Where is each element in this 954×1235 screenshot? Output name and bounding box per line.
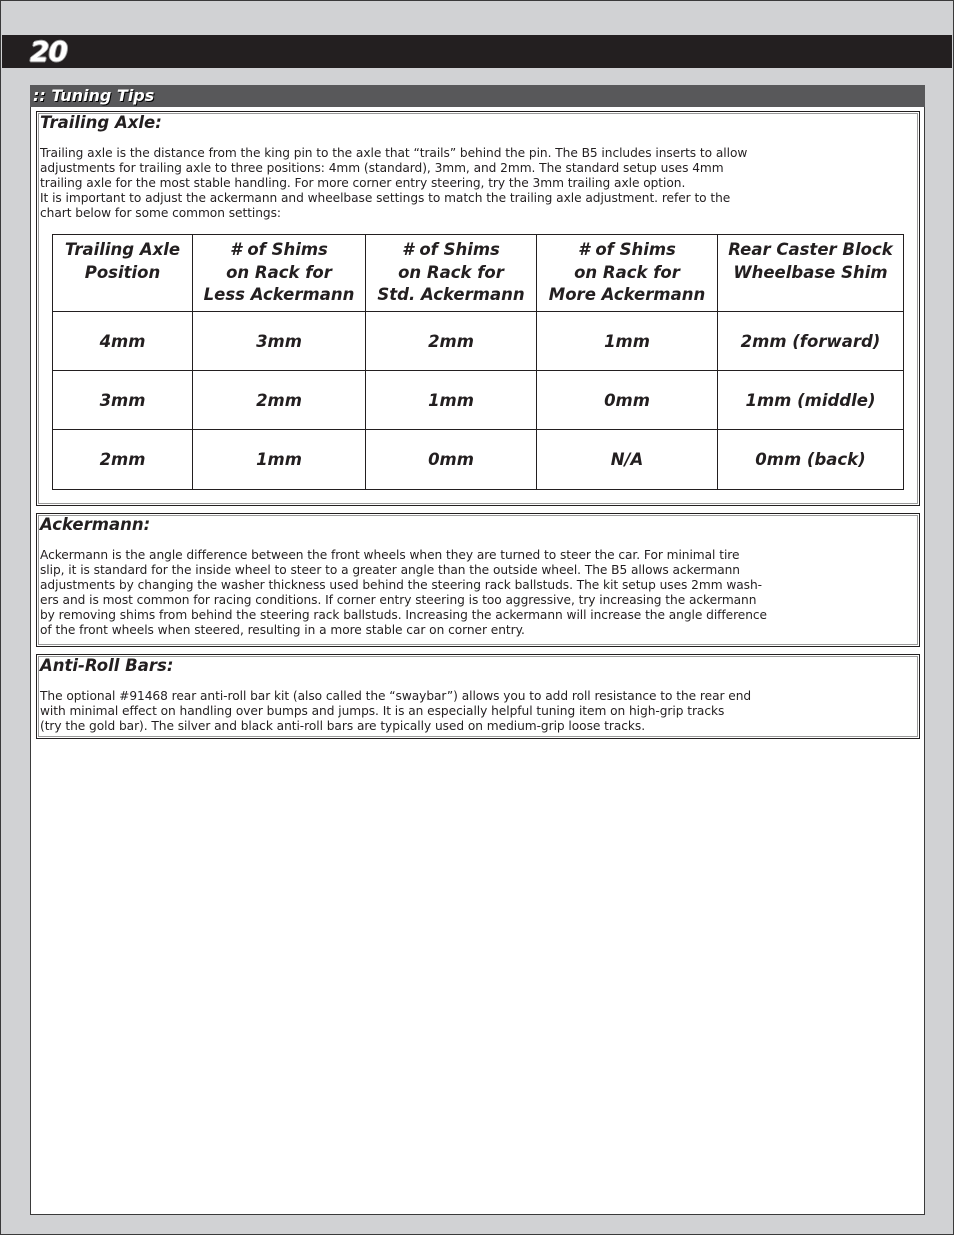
section-title: :: Tuning Tips xyxy=(33,86,155,105)
header-bar xyxy=(2,35,952,68)
text-line: slip, it is standard for the inside wheel to steer to a greater angle than the outside wheel. The B5 allows ackermann xyxy=(40,563,740,577)
table-cell: 3mm xyxy=(193,312,366,371)
table-cell: 1mm xyxy=(366,371,537,430)
header-line: Std. Ackermann xyxy=(377,285,525,304)
header-line: Trailing Axle xyxy=(64,240,181,259)
table-header-row xyxy=(53,235,904,312)
table-cell: 3mm xyxy=(53,371,193,430)
table-cell: 2mm xyxy=(366,312,537,371)
text-line: Ackermann is the angle difference between the front wheels when they are turned to steer the car. For minimal tire xyxy=(40,548,740,562)
text-line: ers and is most common for racing conditions. If corner entry steering is too aggressive, try increasing the ackermann xyxy=(40,593,757,607)
text-line: with minimal effect on handling over bumps and jumps. It is an especially helpful tuning item on high-grip tracks xyxy=(40,704,725,718)
text-line: chart below for some common settings: xyxy=(40,206,281,220)
header-line: Rear Caster Block xyxy=(728,240,893,259)
header-trailing-axle-position xyxy=(53,235,193,312)
table-cell: 0mm xyxy=(537,371,718,430)
trailing-axle-section xyxy=(36,111,920,506)
header-line: # of Shims xyxy=(402,240,500,259)
header-less-ackermann xyxy=(193,235,366,312)
text-line: adjustments by changing the washer thickness used behind the steering rack ballstuds. The kit setup uses 2mm wash- xyxy=(40,578,762,592)
table-cell: 0mm xyxy=(366,430,537,490)
header-line: Wheelbase Shim xyxy=(733,262,888,282)
text-line: of the front wheels when steered, resulting in a more stable car on corner entry. xyxy=(40,623,525,637)
text-line: The optional #91468 rear anti-roll bar kit (also called the “swaybar”) allows you to add roll resistance to the rear end xyxy=(40,689,752,703)
trailing-axle-text xyxy=(40,146,916,221)
text-line: by removing shims from behind the steering rack ballstuds. Increasing the ackermann will increase the angle difference xyxy=(40,608,767,622)
header-line: Less Ackermann xyxy=(203,285,355,304)
header-line: More Ackermann xyxy=(548,285,706,304)
ackermann-text xyxy=(40,548,916,638)
trailing-axle-settings-table xyxy=(52,234,904,490)
text-line: (try the gold bar). The silver and black anti-roll bars are typically used on medium-grip loose tracks. xyxy=(40,719,646,733)
header-more-ackermann xyxy=(537,235,718,312)
table-row xyxy=(53,371,904,430)
anti-roll-bars-text xyxy=(40,689,916,734)
ackermann-section xyxy=(36,513,920,647)
table-cell: N/A xyxy=(537,430,718,490)
table-cell: 1mm (middle) xyxy=(718,371,904,430)
table-cell: 4mm xyxy=(53,312,193,371)
header-line: Position xyxy=(84,262,161,282)
header-line: # of Shims xyxy=(578,240,676,259)
header-wheelbase-shim xyxy=(718,235,904,312)
table-cell: 2mm (forward) xyxy=(718,312,904,371)
text-line: It is important to adjust the ackermann and wheelbase settings to match the trailing axle adjustment. refer to the xyxy=(40,191,731,205)
table-cell: 2mm xyxy=(193,371,366,430)
text-line: Trailing axle is the distance from the king pin to the axle that “trails” behind the pin. The B5 includes inserts to allow xyxy=(40,146,748,160)
text-line: trailing axle for the most stable handling. For more corner entry steering, try the 3mm trailing axle option. xyxy=(40,176,686,190)
table-cell: 1mm xyxy=(537,312,718,371)
header-line: on Rack for xyxy=(574,262,680,282)
header-line: # of Shims xyxy=(230,240,328,259)
table-cell: 0mm (back) xyxy=(718,430,904,490)
text-line: adjustments for trailing axle to three positions: 4mm (standard), 3mm, and 2mm. The standard setup uses 4mm xyxy=(40,161,724,175)
table-cell: 1mm xyxy=(193,430,366,490)
header-line: on Rack for xyxy=(398,262,504,282)
table-row xyxy=(53,312,904,371)
ackermann-title: Ackermann: xyxy=(40,515,151,534)
table-row xyxy=(53,430,904,490)
anti-roll-bars-section xyxy=(36,654,920,739)
header-line: on Rack for xyxy=(226,262,332,282)
header-std-ackermann xyxy=(366,235,537,312)
page-number: 20 xyxy=(30,35,67,68)
section-header-bar xyxy=(30,85,925,107)
trailing-axle-title: Trailing Axle: xyxy=(40,113,162,132)
table-cell: 2mm xyxy=(53,430,193,490)
anti-roll-bars-title: Anti-Roll Bars: xyxy=(40,656,174,675)
